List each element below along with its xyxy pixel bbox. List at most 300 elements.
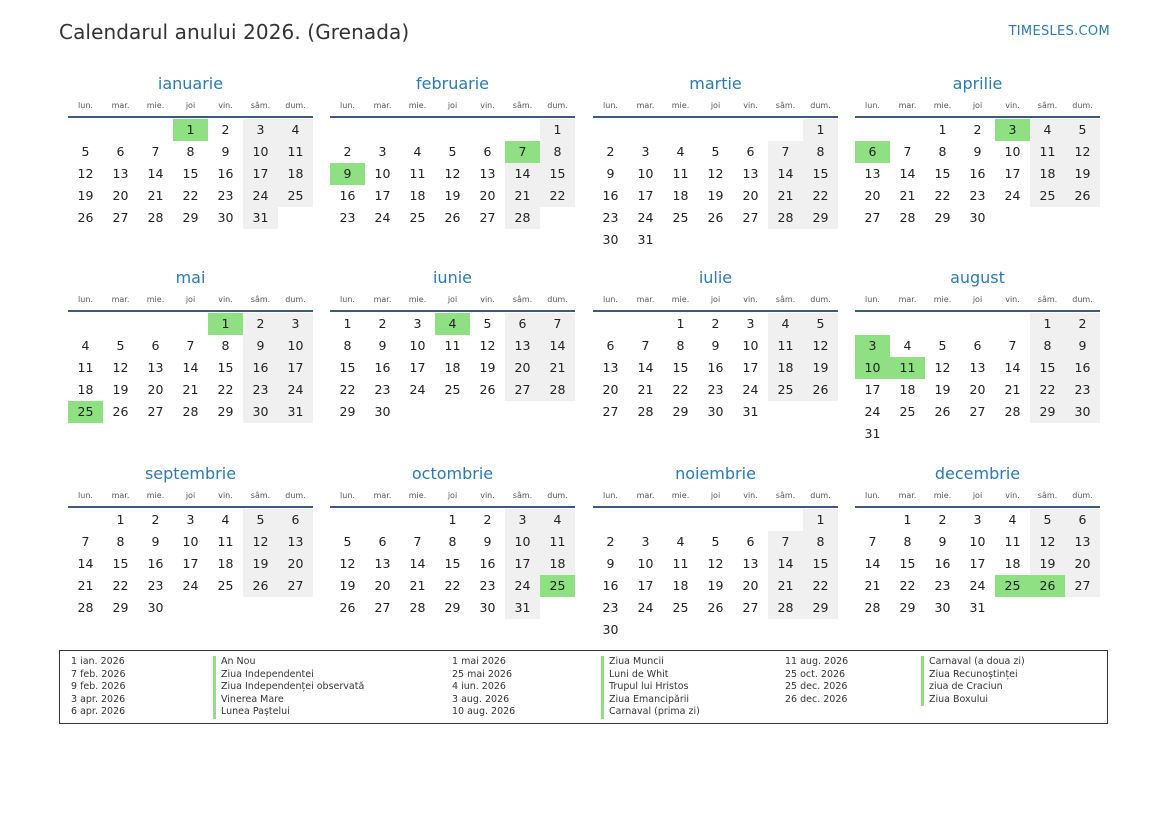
day-cell: 27 [864, 210, 881, 225]
weekday-header [855, 293, 1100, 312]
empty-cell [68, 509, 103, 531]
weekday-label: dum. [810, 101, 831, 110]
day-cell: 30 [217, 210, 234, 225]
weekday-label: lun. [603, 101, 618, 110]
week-row [855, 163, 1100, 185]
day-cell: 7 [186, 338, 195, 353]
week-row [68, 379, 313, 401]
day-cell: 13 [864, 166, 881, 181]
day-cell: 11 [444, 338, 461, 353]
day-cell: 7 [540, 313, 575, 335]
day-cell: 8 [116, 534, 125, 549]
day-cell: 10 [637, 166, 654, 181]
weekday-label: vin. [218, 295, 233, 304]
empty-cell [400, 509, 435, 531]
site-link[interactable]: TIMESLES.COM [1008, 24, 1110, 39]
day-cell: 24 [243, 185, 278, 207]
weekday-label: dum. [547, 101, 568, 110]
day-cell: 8 [1030, 335, 1065, 357]
day-cell: 22 [540, 185, 575, 207]
day-cell: 1 [1030, 313, 1065, 335]
day-cell: 9 [1065, 335, 1100, 357]
day-cell: 4 [1008, 512, 1017, 527]
day-cell: 16 [707, 360, 724, 375]
month-februarie [330, 74, 575, 229]
day-cell: 30 [243, 401, 278, 423]
week-row [855, 313, 1100, 335]
week-row [593, 163, 838, 185]
weekday-label: lun. [78, 491, 93, 500]
weekday-label: vin. [480, 491, 495, 500]
day-cell: 13 [1065, 531, 1100, 553]
legend-holiday-name: Ziua Recunoștinței [921, 669, 1025, 682]
week-row [68, 141, 313, 163]
weekday-label: dum. [285, 295, 306, 304]
day-cell: 26 [444, 210, 461, 225]
day-cell: 25 [217, 578, 234, 593]
day-cell: 2 [711, 316, 720, 331]
day-cell: 18 [444, 360, 461, 375]
day-cell: 9 [606, 166, 615, 181]
day-cell: 14 [182, 360, 199, 375]
weekday-label: mie. [933, 101, 952, 110]
day-cell: 23 [243, 379, 278, 401]
day-cell: 13 [479, 166, 496, 181]
week-row [593, 119, 838, 141]
day-cell: 25 [672, 210, 689, 225]
day-cell: 29 [1030, 401, 1065, 423]
empty-cell [593, 313, 628, 335]
day-cell: 5 [938, 338, 947, 353]
day-cell: 10 [505, 531, 540, 553]
day-cell: 6 [855, 141, 890, 163]
day-cell: 1 [208, 313, 243, 335]
day-cell: 15 [803, 163, 838, 185]
empty-cell [470, 119, 505, 141]
day-cell: 18 [768, 357, 803, 379]
day-cell: 28 [768, 207, 803, 229]
empty-cell [208, 597, 243, 619]
day-cell: 15 [444, 556, 461, 571]
day-cell: 14 [409, 556, 426, 571]
day-cell: 24 [637, 210, 654, 225]
week-row [68, 313, 313, 335]
day-cell: 21 [768, 185, 803, 207]
day-cell: 22 [217, 382, 234, 397]
weekday-label: mar. [898, 101, 917, 110]
day-cell: 19 [243, 553, 278, 575]
day-cell: 14 [768, 163, 803, 185]
empty-cell [628, 619, 663, 641]
month-ianuarie [68, 74, 313, 229]
weekday-label: dum. [1072, 491, 1093, 500]
day-cell: 25 [1030, 185, 1065, 207]
day-cell: 2 [606, 144, 615, 159]
day-cell: 3 [995, 119, 1030, 141]
empty-cell [733, 229, 768, 251]
day-cell: 21 [637, 382, 654, 397]
day-cell: 25 [409, 210, 426, 225]
weekday-label: vin. [743, 101, 758, 110]
empty-cell [1065, 207, 1100, 229]
day-cell: 29 [339, 404, 356, 419]
day-cell: 5 [243, 509, 278, 531]
day-cell: 28 [1004, 404, 1021, 419]
day-cell: 1 [676, 316, 685, 331]
week-row [330, 575, 575, 597]
day-cell: 24 [409, 382, 426, 397]
legend-holiday-name: ziua de Craciun [921, 681, 1025, 694]
empty-cell [698, 619, 733, 641]
day-cell: 11 [890, 357, 925, 379]
week-row [68, 575, 313, 597]
weekday-header [330, 489, 575, 508]
week-row [593, 575, 838, 597]
weekday-label: joi [447, 101, 458, 110]
day-cell: 15 [899, 556, 916, 571]
empty-cell [1030, 423, 1065, 445]
day-cell: 3 [413, 316, 422, 331]
month-name: noiembrie [675, 464, 756, 483]
day-cell: 7 [505, 141, 540, 163]
week-row [593, 379, 838, 401]
weekday-label: sâm. [775, 491, 796, 500]
empty-cell [138, 313, 173, 335]
day-cell: 8 [676, 338, 685, 353]
legend-date: 25 mai 2026 [452, 668, 513, 680]
weekday-label: mie. [408, 491, 427, 500]
month-iunie [330, 268, 575, 423]
week-row [330, 141, 575, 163]
legend-holiday-name: Ziua Emancipării [601, 694, 700, 707]
day-cell: 2 [151, 512, 160, 527]
day-cell: 2 [606, 534, 615, 549]
day-cell: 8 [903, 534, 912, 549]
weekday-label: mie. [671, 101, 690, 110]
day-cell: 10 [637, 556, 654, 571]
weekday-label: joi [972, 491, 983, 500]
day-cell: 5 [343, 534, 352, 549]
empty-cell [855, 509, 890, 531]
day-cell: 3 [378, 144, 387, 159]
day-cell: 28 [768, 597, 803, 619]
day-cell: 19 [77, 188, 94, 203]
weekday-label: sâm. [512, 295, 533, 304]
weekday-header [593, 293, 838, 312]
day-cell: 28 [182, 404, 199, 419]
weekday-label: mie. [933, 295, 952, 304]
weekday-label: lun. [603, 295, 618, 304]
day-cell: 25 [899, 404, 916, 419]
day-cell: 16 [374, 360, 391, 375]
day-cell: 22 [339, 382, 356, 397]
day-cell: 13 [742, 556, 759, 571]
day-cell: 16 [602, 578, 619, 593]
day-cell: 9 [243, 335, 278, 357]
day-cell: 26 [479, 382, 496, 397]
month-noiembrie [593, 464, 838, 641]
legend-holiday-name: Luni de Whit [601, 669, 700, 682]
day-cell: 29 [899, 600, 916, 615]
week-row [330, 531, 575, 553]
empty-cell [925, 313, 960, 335]
week-row [68, 163, 313, 185]
day-cell: 4 [413, 144, 422, 159]
legend-date: 3 apr. 2026 [71, 693, 126, 705]
weekday-label: joi [185, 295, 196, 304]
day-cell: 31 [637, 232, 654, 247]
day-cell: 11 [278, 141, 313, 163]
day-cell: 27 [374, 600, 391, 615]
week-row [593, 401, 838, 423]
day-cell: 5 [1030, 509, 1065, 531]
empty-cell [733, 119, 768, 141]
weekday-label: lun. [865, 491, 880, 500]
empty-cell [103, 119, 138, 141]
day-cell: 7 [1008, 338, 1017, 353]
day-cell: 25 [672, 600, 689, 615]
weekday-header [855, 99, 1100, 118]
day-cell: 26 [707, 210, 724, 225]
empty-cell [890, 119, 925, 141]
day-cell: 4 [768, 313, 803, 335]
legend-names-column [921, 656, 1025, 706]
day-cell: 19 [112, 382, 129, 397]
day-cell: 8 [448, 534, 457, 549]
legend-holiday-name: Lunea Paștelui [213, 706, 364, 719]
day-cell: 6 [505, 313, 540, 335]
month-septembrie [68, 464, 313, 619]
day-cell: 12 [707, 166, 724, 181]
legend-holiday-name: Trupul lui Hristos [601, 681, 700, 694]
legend-date: 7 feb. 2026 [71, 668, 126, 680]
empty-cell [330, 509, 365, 531]
day-cell: 3 [186, 512, 195, 527]
day-cell: 9 [711, 338, 720, 353]
day-cell: 12 [77, 166, 94, 181]
empty-cell [68, 313, 103, 335]
weekday-label: lun. [340, 295, 355, 304]
day-cell: 10 [409, 338, 426, 353]
legend-holiday-name: Carnaval (prima zi) [601, 706, 700, 719]
day-cell: 27 [147, 404, 164, 419]
day-cell: 24 [1004, 188, 1021, 203]
day-cell: 5 [711, 144, 720, 159]
empty-cell [435, 401, 470, 423]
day-cell: 29 [112, 600, 129, 615]
empty-cell [663, 509, 698, 531]
empty-cell [960, 313, 995, 335]
weekday-label: sâm. [775, 295, 796, 304]
weekday-label: dum. [810, 295, 831, 304]
legend-date: 4 iun. 2026 [452, 681, 506, 692]
week-row [68, 335, 313, 357]
day-cell: 7 [868, 534, 877, 549]
day-cell: 4 [540, 509, 575, 531]
month-name: februarie [415, 74, 490, 93]
week-row [330, 401, 575, 423]
empty-cell [698, 119, 733, 141]
empty-cell [593, 119, 628, 141]
day-cell: 18 [278, 163, 313, 185]
day-cell: 14 [147, 166, 164, 181]
day-cell: 31 [505, 597, 540, 619]
empty-cell [995, 597, 1030, 619]
day-cell: 23 [969, 188, 986, 203]
empty-cell [733, 619, 768, 641]
empty-cell [138, 119, 173, 141]
day-cell: 16 [217, 166, 234, 181]
day-cell: 25 [995, 575, 1030, 597]
day-cell: 15 [672, 360, 689, 375]
weekday-label: joi [710, 101, 721, 110]
month-iulie [593, 268, 838, 423]
day-cell: 7 [903, 144, 912, 159]
month-name: octombrie [411, 464, 494, 483]
weekday-header [855, 489, 1100, 508]
weekday-label: vin. [743, 491, 758, 500]
day-cell: 13 [969, 360, 986, 375]
day-cell: 13 [112, 166, 129, 181]
day-cell: 13 [742, 166, 759, 181]
day-cell: 14 [768, 553, 803, 575]
legend-date: 3 aug. 2026 [452, 693, 510, 705]
day-cell: 26 [934, 404, 951, 419]
week-row [855, 357, 1100, 379]
weekday-label: lun. [78, 101, 93, 110]
day-cell: 10 [278, 335, 313, 357]
day-cell: 29 [934, 210, 951, 225]
week-row [855, 119, 1100, 141]
day-cell: 4 [903, 338, 912, 353]
weekday-label: dum. [810, 491, 831, 500]
day-cell: 2 [1065, 313, 1100, 335]
day-cell: 15 [540, 163, 575, 185]
day-cell: 12 [934, 360, 951, 375]
day-cell: 22 [444, 578, 461, 593]
day-cell: 11 [1030, 141, 1065, 163]
day-cell: 11 [77, 360, 94, 375]
day-cell: 6 [378, 534, 387, 549]
day-cell: 30 [602, 622, 619, 637]
day-cell: 3 [505, 509, 540, 531]
day-cell: 9 [378, 338, 387, 353]
weekday-label: vin. [480, 295, 495, 304]
day-cell: 21 [768, 575, 803, 597]
day-cell: 6 [746, 144, 755, 159]
day-cell: 18 [672, 578, 689, 593]
month-name: iunie [432, 268, 472, 287]
day-cell: 16 [147, 556, 164, 571]
day-cell: 10 [374, 166, 391, 181]
day-cell: 29 [803, 207, 838, 229]
day-cell: 13 [147, 360, 164, 375]
day-cell: 17 [1004, 166, 1021, 181]
empty-cell [243, 597, 278, 619]
day-cell: 15 [339, 360, 356, 375]
day-cell: 3 [973, 512, 982, 527]
day-cell: 6 [973, 338, 982, 353]
day-cell: 15 [803, 553, 838, 575]
weekday-label: sâm. [250, 101, 271, 110]
day-cell: 29 [803, 597, 838, 619]
weekday-label: joi [185, 101, 196, 110]
holiday-legend [59, 650, 1108, 724]
day-cell: 7 [768, 531, 803, 553]
day-cell: 28 [77, 600, 94, 615]
day-cell: 1 [116, 512, 125, 527]
day-cell: 4 [1030, 119, 1065, 141]
weekday-label: joi [447, 295, 458, 304]
weekday-label: sâm. [1037, 295, 1058, 304]
week-row [330, 119, 575, 141]
weekday-header [593, 489, 838, 508]
legend-names-column [213, 656, 364, 719]
empty-cell [698, 229, 733, 251]
day-cell: 6 [746, 534, 755, 549]
day-cell: 3 [278, 313, 313, 335]
weekday-label: lun. [865, 295, 880, 304]
week-row [855, 401, 1100, 423]
week-row [593, 207, 838, 229]
weekday-label: mar. [636, 295, 655, 304]
day-cell: 10 [969, 534, 986, 549]
day-cell: 29 [217, 404, 234, 419]
weekday-label: dum. [1072, 295, 1093, 304]
day-cell: 18 [899, 382, 916, 397]
day-cell: 23 [934, 578, 951, 593]
day-cell: 24 [969, 578, 986, 593]
empty-cell [1065, 597, 1100, 619]
day-cell: 30 [1065, 401, 1100, 423]
day-cell: 18 [540, 553, 575, 575]
day-cell: 14 [505, 163, 540, 185]
day-cell: 19 [339, 578, 356, 593]
day-cell: 11 [672, 166, 689, 181]
weekday-label: mie. [146, 491, 165, 500]
day-cell: 10 [742, 338, 759, 353]
empty-cell [663, 229, 698, 251]
day-cell: 23 [374, 382, 391, 397]
day-cell: 1 [448, 512, 457, 527]
day-cell: 4 [435, 313, 470, 335]
week-row [593, 335, 838, 357]
day-cell: 19 [803, 357, 838, 379]
weekday-label: mie. [671, 491, 690, 500]
legend-holiday-name: Vinerea Mare [213, 694, 364, 707]
day-cell: 18 [409, 188, 426, 203]
day-cell: 24 [505, 575, 540, 597]
day-cell: 9 [483, 534, 492, 549]
day-cell: 11 [217, 534, 234, 549]
week-row [330, 509, 575, 531]
week-row [855, 597, 1100, 619]
empty-cell [768, 619, 803, 641]
week-row [593, 553, 838, 575]
day-cell: 23 [1065, 379, 1100, 401]
day-cell: 17 [637, 578, 654, 593]
day-cell: 9 [973, 144, 982, 159]
empty-cell [173, 597, 208, 619]
day-cell: 24 [374, 210, 391, 225]
day-cell: 10 [243, 141, 278, 163]
month-name: martie [689, 74, 742, 93]
day-cell: 18 [217, 556, 234, 571]
weekday-label: sâm. [250, 295, 271, 304]
day-cell: 15 [934, 166, 951, 181]
week-row [68, 185, 313, 207]
day-cell: 8 [803, 531, 838, 553]
